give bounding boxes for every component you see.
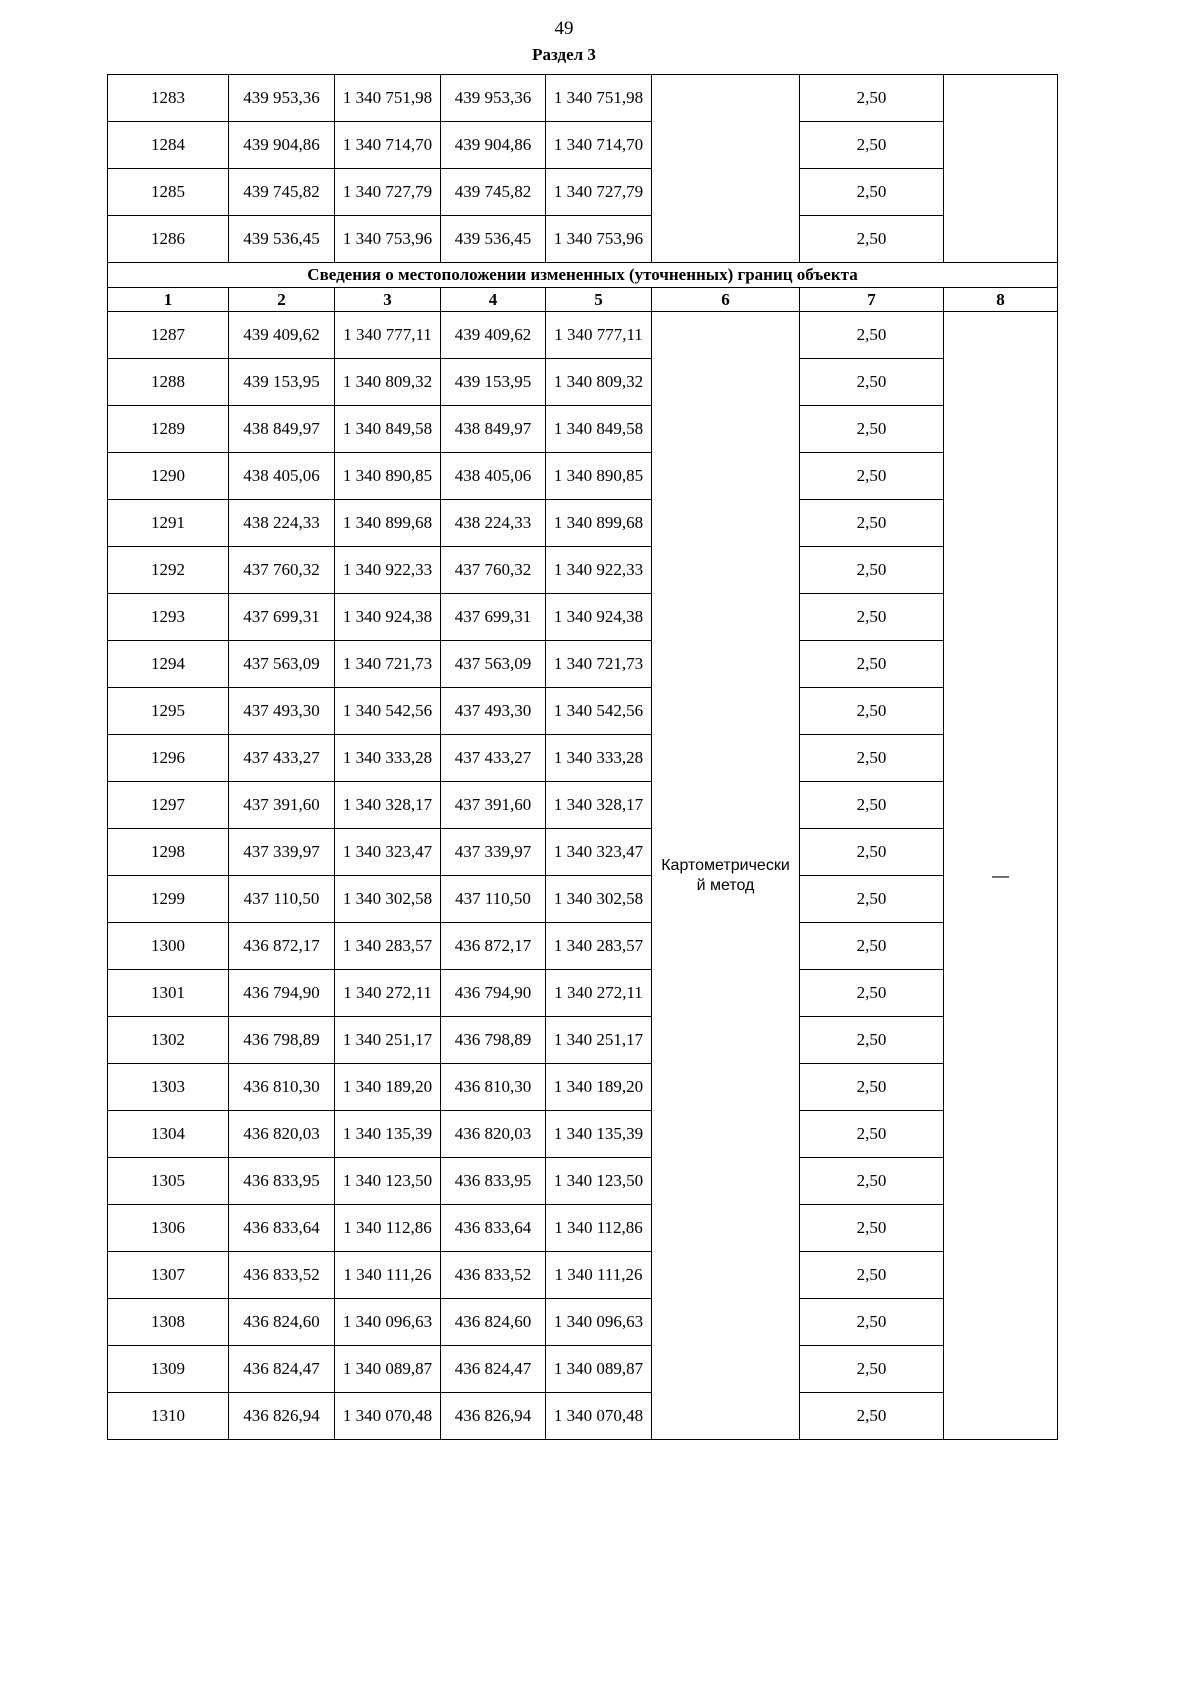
point-number-cell: 1303 xyxy=(108,1064,229,1111)
refined-x-cell: 436 833,95 xyxy=(441,1158,546,1205)
refined-y-cell: 1 340 251,17 xyxy=(546,1017,652,1064)
note-cell: — xyxy=(944,312,1058,1440)
accuracy-cell: 2,50 xyxy=(800,169,944,216)
refined-x-cell: 439 904,86 xyxy=(441,122,546,169)
existing-x-cell: 437 339,97 xyxy=(229,829,335,876)
refined-x-cell: 436 820,03 xyxy=(441,1111,546,1158)
existing-y-cell: 1 340 922,33 xyxy=(335,547,441,594)
table-row xyxy=(108,1064,1058,1111)
existing-x-cell: 436 810,30 xyxy=(229,1064,335,1111)
existing-y-cell: 1 340 753,96 xyxy=(335,216,441,263)
refined-x-cell: 437 699,31 xyxy=(441,594,546,641)
accuracy-cell: 2,50 xyxy=(800,1393,944,1440)
refined-y-cell: 1 340 272,11 xyxy=(546,970,652,1017)
refined-y-cell: 1 340 721,73 xyxy=(546,641,652,688)
refined-y-cell: 1 340 777,11 xyxy=(546,312,652,359)
refined-x-cell: 436 872,17 xyxy=(441,923,546,970)
existing-x-cell: 436 833,52 xyxy=(229,1252,335,1299)
refined-y-cell: 1 340 899,68 xyxy=(546,500,652,547)
accuracy-cell: 2,50 xyxy=(800,1205,944,1252)
refined-x-cell: 437 110,50 xyxy=(441,876,546,923)
refined-x-cell: 436 826,94 xyxy=(441,1393,546,1440)
accuracy-cell: 2,50 xyxy=(800,359,944,406)
table-row xyxy=(108,122,1058,169)
table-row xyxy=(108,829,1058,876)
point-number-cell: 1286 xyxy=(108,216,229,263)
accuracy-cell: 2,50 xyxy=(800,594,944,641)
refined-x-cell: 437 339,97 xyxy=(441,829,546,876)
existing-x-cell: 436 826,94 xyxy=(229,1393,335,1440)
refined-x-cell: 438 405,06 xyxy=(441,453,546,500)
existing-x-cell: 437 493,30 xyxy=(229,688,335,735)
refined-x-cell: 439 953,36 xyxy=(441,75,546,122)
accuracy-cell: 2,50 xyxy=(800,1158,944,1205)
point-number-cell: 1299 xyxy=(108,876,229,923)
method-cell-empty xyxy=(652,75,800,263)
refined-x-cell: 436 833,64 xyxy=(441,1205,546,1252)
existing-x-cell: 438 224,33 xyxy=(229,500,335,547)
accuracy-cell: 2,50 xyxy=(800,1252,944,1299)
refined-y-cell: 1 340 809,32 xyxy=(546,359,652,406)
accuracy-cell: 2,50 xyxy=(800,688,944,735)
existing-x-cell: 436 794,90 xyxy=(229,970,335,1017)
existing-y-cell: 1 340 721,73 xyxy=(335,641,441,688)
table-row xyxy=(108,453,1058,500)
table-row xyxy=(108,1111,1058,1158)
accuracy-cell: 2,50 xyxy=(800,547,944,594)
refined-x-cell: 436 824,60 xyxy=(441,1299,546,1346)
column-number-5: 5 xyxy=(546,288,652,312)
coordinates-table xyxy=(107,74,1058,1440)
existing-x-cell: 438 405,06 xyxy=(229,453,335,500)
point-number-cell: 1293 xyxy=(108,594,229,641)
refined-y-cell: 1 340 924,38 xyxy=(546,594,652,641)
column-number-2: 2 xyxy=(229,288,335,312)
existing-x-cell: 439 536,45 xyxy=(229,216,335,263)
table-row xyxy=(108,406,1058,453)
existing-x-cell: 437 760,32 xyxy=(229,547,335,594)
existing-y-cell: 1 340 809,32 xyxy=(335,359,441,406)
refined-y-cell: 1 340 727,79 xyxy=(546,169,652,216)
table-row xyxy=(108,359,1058,406)
column-number-8: 8 xyxy=(944,288,1058,312)
table-row xyxy=(108,1299,1058,1346)
refined-y-cell: 1 340 753,96 xyxy=(546,216,652,263)
existing-y-cell: 1 340 135,39 xyxy=(335,1111,441,1158)
existing-y-cell: 1 340 890,85 xyxy=(335,453,441,500)
table-row xyxy=(108,735,1058,782)
point-number-cell: 1306 xyxy=(108,1205,229,1252)
column-number-1: 1 xyxy=(108,288,229,312)
existing-y-cell: 1 340 323,47 xyxy=(335,829,441,876)
existing-x-cell: 436 798,89 xyxy=(229,1017,335,1064)
refined-x-cell: 436 833,52 xyxy=(441,1252,546,1299)
accuracy-cell: 2,50 xyxy=(800,216,944,263)
point-number-cell: 1305 xyxy=(108,1158,229,1205)
existing-y-cell: 1 340 542,56 xyxy=(335,688,441,735)
accuracy-cell: 2,50 xyxy=(800,876,944,923)
table-row xyxy=(108,1158,1058,1205)
point-number-cell: 1284 xyxy=(108,122,229,169)
table-row xyxy=(108,923,1058,970)
existing-y-cell: 1 340 251,17 xyxy=(335,1017,441,1064)
refined-y-cell: 1 340 328,17 xyxy=(546,782,652,829)
table-row xyxy=(108,1346,1058,1393)
point-number-cell: 1295 xyxy=(108,688,229,735)
existing-x-cell: 436 872,17 xyxy=(229,923,335,970)
refined-y-cell: 1 340 714,70 xyxy=(546,122,652,169)
point-number-cell: 1285 xyxy=(108,169,229,216)
refined-y-cell: 1 340 890,85 xyxy=(546,453,652,500)
table-body-top xyxy=(108,75,1058,263)
column-number-4: 4 xyxy=(441,288,546,312)
existing-y-cell: 1 340 727,79 xyxy=(335,169,441,216)
accuracy-cell: 2,50 xyxy=(800,75,944,122)
refined-y-cell: 1 340 751,98 xyxy=(546,75,652,122)
existing-y-cell: 1 340 333,28 xyxy=(335,735,441,782)
refined-x-cell: 438 849,97 xyxy=(441,406,546,453)
existing-y-cell: 1 340 112,86 xyxy=(335,1205,441,1252)
existing-y-cell: 1 340 123,50 xyxy=(335,1158,441,1205)
existing-x-cell: 437 433,27 xyxy=(229,735,335,782)
refined-y-cell: 1 340 283,57 xyxy=(546,923,652,970)
refined-x-cell: 437 760,32 xyxy=(441,547,546,594)
refined-x-cell: 439 536,45 xyxy=(441,216,546,263)
table-row xyxy=(108,782,1058,829)
column-number-6: 6 xyxy=(652,288,800,312)
refined-x-cell: 439 409,62 xyxy=(441,312,546,359)
table-row xyxy=(108,1252,1058,1299)
refined-y-cell: 1 340 302,58 xyxy=(546,876,652,923)
refined-y-cell: 1 340 189,20 xyxy=(546,1064,652,1111)
accuracy-cell: 2,50 xyxy=(800,1017,944,1064)
table-row xyxy=(108,876,1058,923)
existing-x-cell: 439 745,82 xyxy=(229,169,335,216)
refined-y-cell: 1 340 123,50 xyxy=(546,1158,652,1205)
refined-y-cell: 1 340 096,63 xyxy=(546,1299,652,1346)
refined-y-cell: 1 340 323,47 xyxy=(546,829,652,876)
existing-x-cell: 437 563,09 xyxy=(229,641,335,688)
existing-y-cell: 1 340 924,38 xyxy=(335,594,441,641)
accuracy-cell: 2,50 xyxy=(800,782,944,829)
accuracy-cell: 2,50 xyxy=(800,1111,944,1158)
existing-x-cell: 437 391,60 xyxy=(229,782,335,829)
table-row xyxy=(108,688,1058,735)
refined-x-cell: 436 824,47 xyxy=(441,1346,546,1393)
existing-x-cell: 438 849,97 xyxy=(229,406,335,453)
accuracy-cell: 2,50 xyxy=(800,1064,944,1111)
existing-y-cell: 1 340 777,11 xyxy=(335,312,441,359)
point-number-cell: 1291 xyxy=(108,500,229,547)
accuracy-cell: 2,50 xyxy=(800,1346,944,1393)
existing-x-cell: 439 904,86 xyxy=(229,122,335,169)
note-cell-empty xyxy=(944,75,1058,263)
method-line: й метод xyxy=(696,876,755,894)
refined-x-cell: 437 391,60 xyxy=(441,782,546,829)
table-row xyxy=(108,169,1058,216)
refined-x-cell: 436 798,89 xyxy=(441,1017,546,1064)
table-row xyxy=(108,1017,1058,1064)
existing-x-cell: 439 409,62 xyxy=(229,312,335,359)
existing-y-cell: 1 340 089,87 xyxy=(335,1346,441,1393)
table-body-bottom xyxy=(108,312,1058,1440)
refined-y-cell: 1 340 849,58 xyxy=(546,406,652,453)
existing-x-cell: 436 833,95 xyxy=(229,1158,335,1205)
point-number-cell: 1300 xyxy=(108,923,229,970)
existing-y-cell: 1 340 899,68 xyxy=(335,500,441,547)
table-row xyxy=(108,1205,1058,1252)
refined-y-cell: 1 340 070,48 xyxy=(546,1393,652,1440)
existing-y-cell: 1 340 714,70 xyxy=(335,122,441,169)
existing-y-cell: 1 340 189,20 xyxy=(335,1064,441,1111)
existing-x-cell: 439 953,36 xyxy=(229,75,335,122)
point-number-cell: 1297 xyxy=(108,782,229,829)
existing-y-cell: 1 340 111,26 xyxy=(335,1252,441,1299)
refined-y-cell: 1 340 089,87 xyxy=(546,1346,652,1393)
existing-y-cell: 1 340 751,98 xyxy=(335,75,441,122)
point-number-cell: 1283 xyxy=(108,75,229,122)
accuracy-cell: 2,50 xyxy=(800,312,944,359)
point-number-cell: 1298 xyxy=(108,829,229,876)
existing-y-cell: 1 340 849,58 xyxy=(335,406,441,453)
point-number-cell: 1287 xyxy=(108,312,229,359)
point-number-cell: 1310 xyxy=(108,1393,229,1440)
existing-y-cell: 1 340 070,48 xyxy=(335,1393,441,1440)
accuracy-cell: 2,50 xyxy=(800,406,944,453)
column-number-3: 3 xyxy=(335,288,441,312)
column-number-7: 7 xyxy=(800,288,944,312)
refined-y-cell: 1 340 922,33 xyxy=(546,547,652,594)
section-title: Раздел 3 xyxy=(532,45,596,64)
refined-x-cell: 439 153,95 xyxy=(441,359,546,406)
existing-x-cell: 436 824,47 xyxy=(229,1346,335,1393)
existing-x-cell: 439 153,95 xyxy=(229,359,335,406)
point-number-cell: 1290 xyxy=(108,453,229,500)
refined-y-cell: 1 340 111,26 xyxy=(546,1252,652,1299)
accuracy-cell: 2,50 xyxy=(800,735,944,782)
point-number-cell: 1289 xyxy=(108,406,229,453)
method-line: Картометрически xyxy=(661,856,790,874)
existing-y-cell: 1 340 302,58 xyxy=(335,876,441,923)
page-number: 49 xyxy=(554,18,574,39)
existing-y-cell: 1 340 096,63 xyxy=(335,1299,441,1346)
point-number-cell: 1309 xyxy=(108,1346,229,1393)
section-caption: Сведения о местоположении измененных (уточненных) границ объекта xyxy=(108,263,1058,288)
accuracy-cell: 2,50 xyxy=(800,923,944,970)
method-cell xyxy=(652,312,800,1440)
point-number-cell: 1308 xyxy=(108,1299,229,1346)
existing-y-cell: 1 340 272,11 xyxy=(335,970,441,1017)
point-number-cell: 1288 xyxy=(108,359,229,406)
table-row xyxy=(108,75,1058,122)
table-row xyxy=(108,970,1058,1017)
refined-x-cell: 438 224,33 xyxy=(441,500,546,547)
accuracy-cell: 2,50 xyxy=(800,829,944,876)
point-number-cell: 1301 xyxy=(108,970,229,1017)
point-number-cell: 1302 xyxy=(108,1017,229,1064)
existing-x-cell: 436 820,03 xyxy=(229,1111,335,1158)
refined-x-cell: 437 433,27 xyxy=(441,735,546,782)
point-number-cell: 1296 xyxy=(108,735,229,782)
refined-x-cell: 436 794,90 xyxy=(441,970,546,1017)
table-row xyxy=(108,500,1058,547)
refined-y-cell: 1 340 542,56 xyxy=(546,688,652,735)
existing-y-cell: 1 340 283,57 xyxy=(335,923,441,970)
existing-x-cell: 436 833,64 xyxy=(229,1205,335,1252)
column-number-row xyxy=(108,288,1058,312)
refined-x-cell: 437 563,09 xyxy=(441,641,546,688)
accuracy-cell: 2,50 xyxy=(800,122,944,169)
accuracy-cell: 2,50 xyxy=(800,1299,944,1346)
existing-x-cell: 436 824,60 xyxy=(229,1299,335,1346)
point-number-cell: 1294 xyxy=(108,641,229,688)
accuracy-cell: 2,50 xyxy=(800,970,944,1017)
existing-y-cell: 1 340 328,17 xyxy=(335,782,441,829)
refined-y-cell: 1 340 112,86 xyxy=(546,1205,652,1252)
accuracy-cell: 2,50 xyxy=(800,641,944,688)
table-row xyxy=(108,312,1058,359)
refined-x-cell: 439 745,82 xyxy=(441,169,546,216)
table-row xyxy=(108,641,1058,688)
point-number-cell: 1304 xyxy=(108,1111,229,1158)
section-caption-row xyxy=(108,263,1058,288)
table-row xyxy=(108,594,1058,641)
table-row xyxy=(108,547,1058,594)
refined-x-cell: 436 810,30 xyxy=(441,1064,546,1111)
point-number-cell: 1307 xyxy=(108,1252,229,1299)
table-row xyxy=(108,216,1058,263)
accuracy-cell: 2,50 xyxy=(800,453,944,500)
existing-x-cell: 437 699,31 xyxy=(229,594,335,641)
refined-x-cell: 437 493,30 xyxy=(441,688,546,735)
table-row xyxy=(108,1393,1058,1440)
refined-y-cell: 1 340 135,39 xyxy=(546,1111,652,1158)
point-number-cell: 1292 xyxy=(108,547,229,594)
accuracy-cell: 2,50 xyxy=(800,500,944,547)
existing-x-cell: 437 110,50 xyxy=(229,876,335,923)
refined-y-cell: 1 340 333,28 xyxy=(546,735,652,782)
table-section-header xyxy=(108,263,1058,312)
